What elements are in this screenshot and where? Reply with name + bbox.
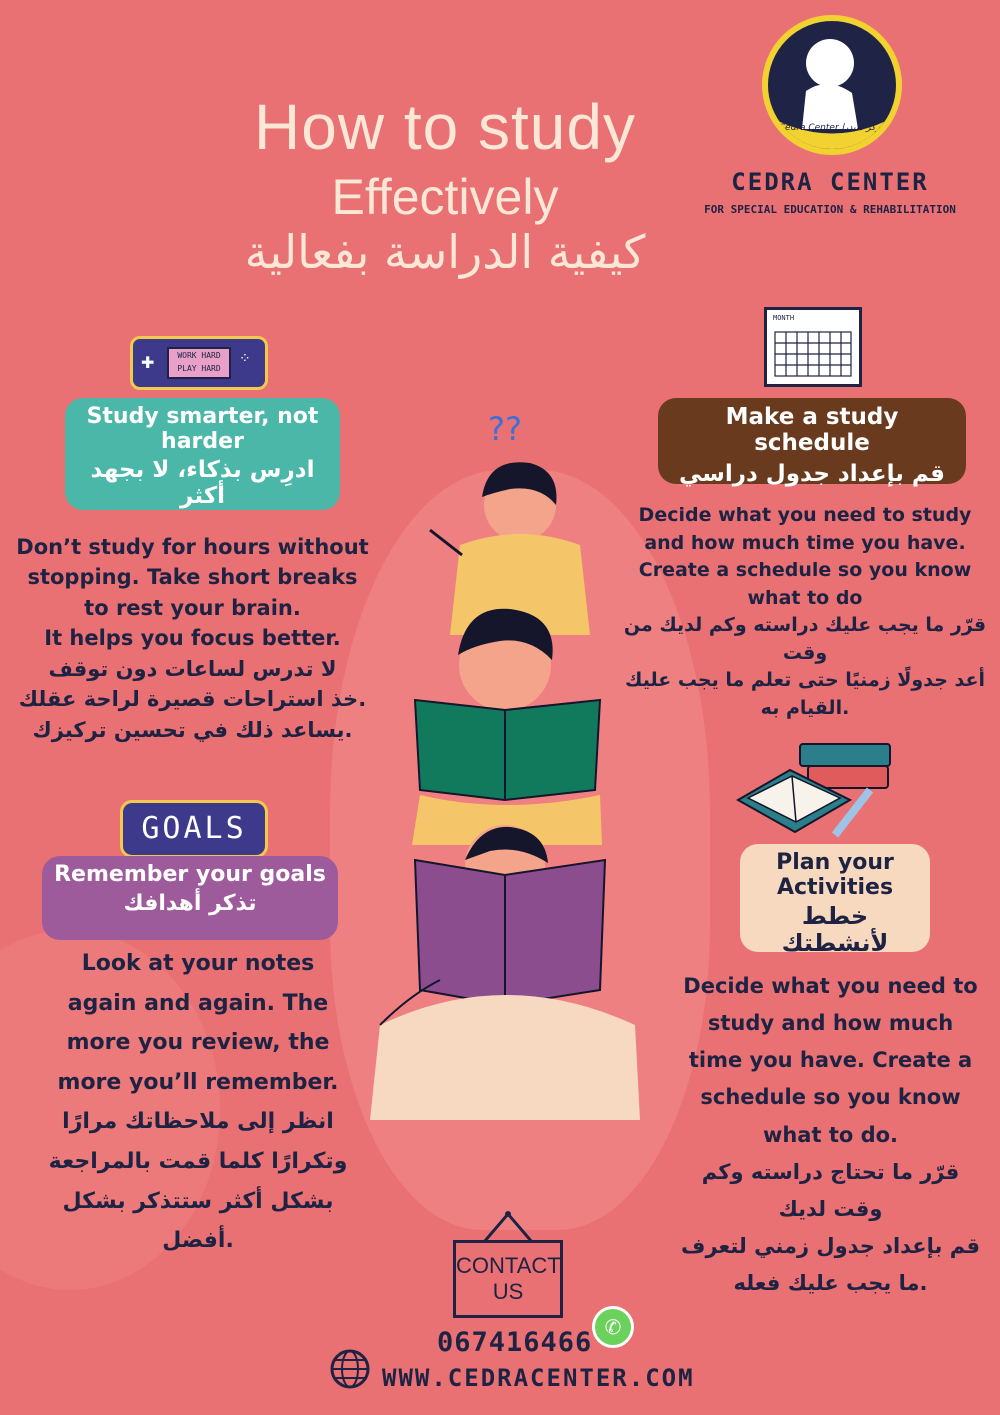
gamepad-text: WORK HARD	[177, 351, 221, 360]
page-title: How to study	[254, 91, 636, 163]
section-remember-goals-body: Look at your notes again and again. The more you review, the more you’ll remember. انظر إلى ملاحظاتك مرارًا وتكرارًا كلما قمت بالمراجعة بشكل أكثر ستتذكر بشكل أفضل.	[48, 951, 348, 1254]
calendar-icon	[764, 307, 862, 387]
gamepad-icon	[130, 336, 268, 390]
section-title-en: Make a study schedule	[725, 404, 899, 457]
stacked-readers-illustration	[370, 405, 640, 1120]
logo	[762, 15, 902, 155]
page-title-arabic: كيفية الدراسة بفعالية	[244, 225, 646, 279]
section-title-en: Remember your goals	[54, 862, 326, 887]
brand-name: CEDRA CENTER	[731, 168, 929, 196]
section-title-ar: ادرِس بذكاء، لا بجهد أكثر	[90, 456, 315, 510]
section-study-smarter-title	[65, 398, 340, 510]
globe-icon	[328, 1347, 372, 1391]
section-study-schedule-body: Decide what you need to study and how much time you have. Create a schedule so you know what to do قرّر ما يجب عليك دراسته وكم لديك من وقت أعد جدولًا زمنيًا حتى تعلم ما يجب عليك القيام به.	[623, 504, 987, 719]
logo-text: Cedra Center مركز سيدرا	[778, 123, 886, 133]
phone-number[interactable]: 067416466	[437, 1327, 593, 1358]
dpad-icon: ✚	[141, 353, 155, 372]
calendar-label: MONTH	[773, 314, 795, 322]
whatsapp-icon[interactable]: ✆	[592, 1306, 634, 1348]
section-title-ar: خطط لأنشطتك	[781, 901, 889, 958]
section-remember-goals-title	[42, 856, 338, 940]
hanger-icon	[480, 1210, 536, 1244]
brand-subtitle: FOR SPECIAL EDUCATION & REHABILITATION	[704, 203, 956, 216]
section-title-ar: قم بإعداد جدول دراسي	[678, 460, 945, 487]
section-title-ar: تذكر أهدافك	[123, 891, 257, 917]
goals-badge: GOALS	[120, 800, 268, 858]
calendar-grid-icon	[767, 310, 859, 384]
section-study-schedule-title	[658, 398, 966, 487]
section-plan-activities-title	[740, 844, 930, 958]
section-title-en: Study smarter, not harder	[86, 404, 319, 455]
gamepad-text: PLAY HARD	[177, 364, 221, 373]
section-study-smarter-body: Don’t study for hours without stopping. Take short breaks to rest your brain. It helps you focus better. لا تدرس لساعات دون توقف خذ استراحات قصيرة لراحة عقلك. يساعد ذلك في تحسين تركيزك.	[16, 535, 369, 742]
page-subtitle: Effectively	[331, 169, 559, 225]
section-title-en: Plan your Activities	[776, 850, 894, 901]
section-plan-activities-body: Decide what you need to study and how much time you have. Create a schedule so you know what to do. قرّر ما تحتاج دراسته وكم وقت لديك قم بإعداد جدول زمني لتعرف ما يجب عليك فعله.	[681, 974, 980, 1296]
buttons-icon: ⁘	[239, 351, 251, 367]
gamepad-screen	[167, 347, 231, 379]
contact-us-sign[interactable]: CONTACT US	[453, 1240, 563, 1318]
website-link[interactable]: WWW.CEDRACENTER.COM	[382, 1364, 695, 1392]
books-icon	[730, 740, 895, 840]
question-marks: ??	[488, 410, 522, 448]
